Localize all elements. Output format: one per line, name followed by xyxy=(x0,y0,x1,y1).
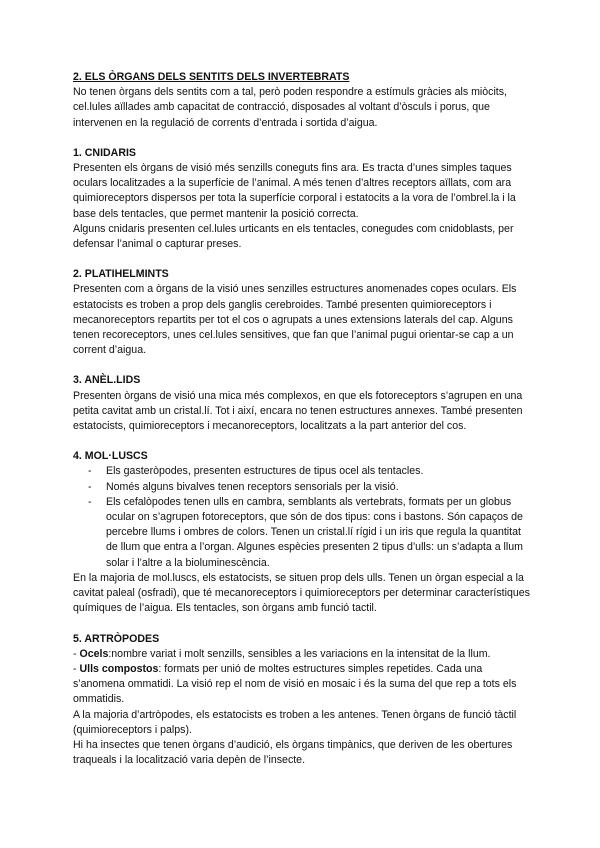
paragraph: Presenten els òrgans de visió més senzills coneguts fins ara. Es tracta d’unes simples taques oculars localitzades a la superfície de l’animal. A més tenen d’altres receptors aïllats, com ara quimioreceptors dispersos per tota la superfície corporal i estatocits a la vora de l’ombrel.la i la base dels tentacles, que permet mantenir la posició correcta. xyxy=(73,162,516,220)
dash-bullet: - xyxy=(88,495,92,508)
section-artropodes xyxy=(73,632,535,769)
list-item: - Els gasteròpodes, presenten estructures de tipus ocel als tentacles. xyxy=(73,464,535,479)
section-anelids xyxy=(73,373,535,434)
ulls-line: - Ulls compostos: formats per unió de moltes estructures simples repetides. Cada una s’anomena ommatidi. La visió rep el nom de visió en mosaic i és la suma del que rep a tots els ommatidis. xyxy=(73,662,517,706)
section-cnidaris xyxy=(73,146,535,252)
section-heading: 5. ARTRÒPODES xyxy=(73,632,160,645)
section-heading: 2. PLATIHELMINTS xyxy=(73,268,169,281)
paragraph: A la majoria d’artròpodes, els estatocists es troben a les antenes. Tenen òrgans de funció tàctil (quimioreceptors i palps). xyxy=(73,708,517,736)
list-item: - Els cefalòpodes tenen ulls en cambra, semblants als vertebrats, formats per un globus ocular on s’agrupen fotoreceptors, que són de dos tipus: cons i bastons. Són capaços de percebre llums i ombres de colors. Tenen un cristal.lí rígid i un iris que regula la quantitat de llum que entra a l’organ. Algunes espècies presenten 2 tipus d’ulls: un s’adapta a llum solar i l’altre a la bioluminescència. xyxy=(88,495,523,569)
term-ulls-compostos: Ulls compostos xyxy=(79,662,159,675)
section-heading: 4. MOL·LUSCS xyxy=(73,450,148,463)
dash-bullet: - xyxy=(88,465,92,478)
section-molluscs xyxy=(73,449,535,616)
paragraph: Hi ha insectes que tenen òrgans d’audició, els òrgans timpànics, que deriven de les obertures traqueals i la localització varia depèn de l’insecte. xyxy=(73,738,513,767)
paragraph: Presenten com a òrgans de la visió unes senzilles estructures anomenades copes oculars. Els estatocists es troben a prop dels ganglis cerebroides. També presenten quimioreceptors i mecanoreceptors repartits per tot el cos o agrupats a unes extensions laterals del cap. Alguns tenen recoreceptors, unes cel.lules sensitives, que fan que l’animal pugui orientar-se cap a un corrent d’aigua. xyxy=(73,283,517,357)
document-page xyxy=(73,70,535,768)
ocels-line: - Ocels:nombre variat i molt senzills, sensibles a les variacions en la intensitat de la llum. xyxy=(73,647,491,660)
paragraph: Presenten òrgans de visió una mica més complexos, en que els fotoreceptors s’agrupen en una petita cavitat amb un cristal.lí. Tot i així, encara no tenen estructures annexes. També presenten estatocists, quimioreceptors i mecanoreceptors, localitzats a la part anterior del cos. xyxy=(73,389,523,433)
dash-bullet: - xyxy=(88,480,92,493)
paragraph: En la majoria de mol.luscs, els estatocists, se situen prop dels ulls. Tenen un òrgan especial a la cavitat paleal (osfradi), que té mecanoreceptors i quimioreceptors per determinar característiques químiques de l’aigua. Els tentacles, son òrgans amb funció tactil. xyxy=(73,571,530,615)
section-heading: 1. CNIDARIS xyxy=(73,146,136,159)
list-item: - Només alguns bivalves tenen receptors sensorials per la visió. xyxy=(73,480,535,495)
paragraph: Alguns cnidaris presenten cel.lules urticants en els tentacles, conegudes com cnidoblasts, per defensar l’animal o capturar preses. xyxy=(73,222,514,251)
section-platihelmints xyxy=(73,267,535,358)
term-ocels: Ocels xyxy=(79,647,109,660)
intro-paragraph: No tenen òrgans dels sentits com a tal, però poden respondre a estímuls gràcies als miòcits, cel.lules aïllades amb capacitat de contracció, disposades al voltant d’òsculs i porus, que intervenen en la regulació de corrents d’entrada i sortida d’aigua. xyxy=(73,86,507,129)
section-heading: 3. ANÈL.LIDS xyxy=(73,374,141,387)
bullet-list xyxy=(73,464,535,570)
document-title: 2. ELS ÒRGANS DELS SENTITS DELS INVERTEBRATS xyxy=(73,71,350,83)
